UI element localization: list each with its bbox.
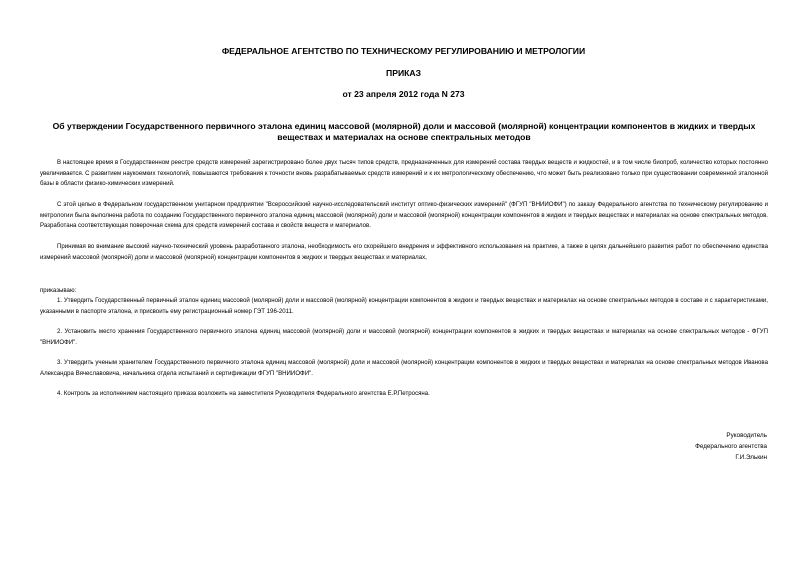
signature-organization: Федерального агентства — [695, 443, 767, 450]
preamble-paragraph-3: Принимая во внимание высокий научно-технический уровень разработанного эталона, необходимость его скорейшего внедрения и эффективного использования на практике, а также в целях дальнейшего развития работ по обеспечению единства измерений массовой (молярной) доли и массовой (молярной) концентрации компонентов в жидких и твердых веществах и материалах, — [40, 243, 768, 261]
order-item-2: 2. Установить место хранения Государственного первичного эталона единиц массовой (молярной) доли и массовой (молярной) концентрации компонентов в жидких и твердых веществах и материалах на основе спектральных методов - ФГУП "ВНИИОФИ". — [40, 328, 768, 346]
signature-position: Руководитель — [726, 432, 767, 439]
order-word: приказываю: — [40, 287, 77, 294]
signature-name: Г.И.Элькин — [735, 454, 767, 461]
order-item-1: 1. Утвердить Государственный первичный эталон единиц массовой (молярной) доли и массовой (молярной) концентрации компонентов в жидких и твердых веществах и материалах на основе спектральных методов в составе и с характеристиками, указанными в паспорте эталона, и присвоить ему регистрационный номер ГЭТ 196-2011. — [40, 297, 768, 315]
preamble-paragraph-1: В настоящее время в Государственном реестре средств измерений зарегистрировано более двух тысяч типов средств, предназначенных для измерений состава твердых веществ и жидкостей, и в том числе биопроб, количество которых постоянно увеличивается. С развитием наукоемких технологий, повышаются требования к точности вновь разрабатываемых средств измерений и к их метрологическому обеспечению, что может быть реализовано только при существовании современной эталонной базы в области физико-химических измерений. — [40, 159, 768, 187]
order-item-3: 3. Утвердить ученым хранителем Государственного первичного эталона единиц массовой (молярной) доли и массовой (молярной) концентрации компонентов в жидких и твердых веществах и материалах на основе спектральных методов Иванова Александра Вячеславовича, начальника отдела испытаний и сертификации ФГУП "ВНИИОФИ". — [40, 359, 768, 377]
document-title: Об утверждении Государственного первичного эталона единиц массовой (молярной) доли и массовой (молярной) концентрации компонентов в жидких и твердых веществах и материалах на основе спектральных методов — [52, 121, 756, 142]
date-number: от 23 апреля 2012 года N 273 — [342, 89, 465, 99]
document-type: ПРИКАЗ — [386, 68, 421, 78]
agency-heading: ФЕДЕРАЛЬНОЕ АГЕНТСТВО ПО ТЕХНИЧЕСКОМУ РЕГУЛИРОВАНИЮ И МЕТРОЛОГИИ — [221, 46, 586, 56]
preamble-paragraph-2: С этой целью в Федеральном государственном унитарном предприятии "Всероссийский научно-исследовательский институт оптико-физических измерений" (ФГУП "ВНИИОФИ") по заказу Федерального агентства по техническому регулированию и метрологии была выполнена работа по созданию Государственного первичного эталона единиц массовой (молярной) доли и массовой (молярной) концентрации компонентов в жидких и твердых веществах и материалах на основе спектральных методов. Разработана соответствующая поверочная схема для средств измерений состава и свойств веществ и материалов. — [40, 201, 768, 229]
signature-block — [567, 430, 767, 463]
order-item-4: 4. Контроль за исполнением настоящего приказа возложить на заместителя Руководителя Федерального агентства Е.Р.Петросяна. — [57, 390, 430, 397]
